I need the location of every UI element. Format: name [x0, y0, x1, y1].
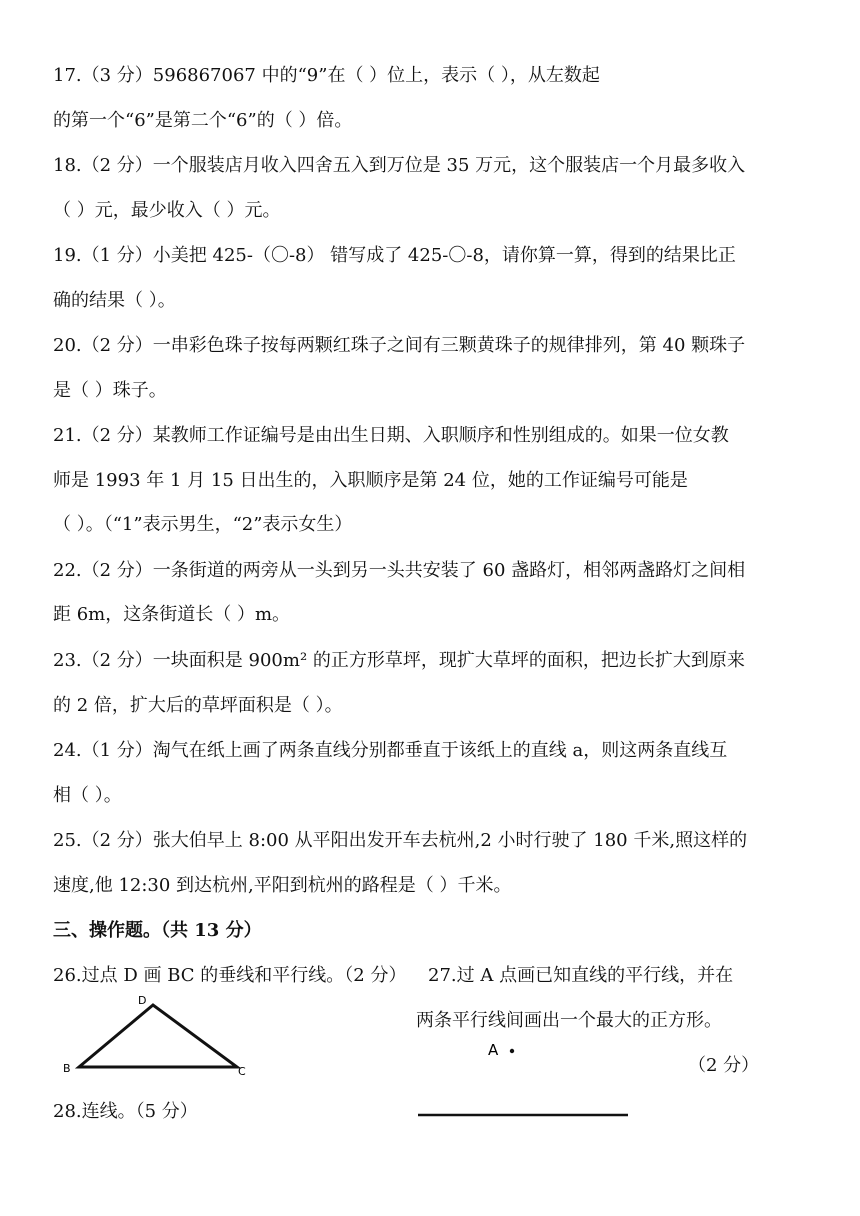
point-a-dot: [510, 1049, 514, 1053]
q20-line1: 20.（2 分）一串彩色珠子按每两颗红珠子之间有三颗黄珠子的规律排列，第 40 颗珠子: [53, 335, 746, 356]
q24-line2: 相（ ）。: [53, 785, 122, 806]
q21-line3: （ ）。（“1”表示男生，“2”表示女生）: [53, 514, 353, 535]
q28-text: 28.连线。（5 分）: [53, 1101, 198, 1122]
q20-line2: 是（ ）珠子。: [53, 380, 167, 401]
point-b-label: B: [63, 1062, 71, 1075]
triangle-figure: [55, 990, 265, 1085]
q27-line1: 27.过 A 点画已知直线的平行线，并在: [428, 965, 734, 986]
q27-score: （2 分）: [688, 1055, 760, 1076]
q21-line1: 21.（2 分）某教师工作证编号是由出生日期、入职顺序和性别组成的。如果一位女教: [53, 425, 729, 446]
q17-line2: 的第一个“6”是第二个“6”的（ ）倍。: [53, 110, 353, 131]
q17-line1: 17.（3 分）596867067 中的“9”在（ ）位上，表示（ ），从左数起: [53, 65, 600, 86]
q22-line1: 22.（2 分）一条街道的两旁从一头到另一头共安装了 60 盏路灯，相邻两盏路灯之间相: [53, 560, 746, 581]
q26-text: 26.过点 D 画 BC 的垂线和平行线。（2 分）: [53, 965, 407, 986]
point-a-label: A: [488, 1041, 499, 1059]
point-d-label: D: [138, 994, 147, 1007]
q24-line1: 24.（1 分）淘气在纸上画了两条直线分别都垂直于该纸上的直线 a，则这两条直线互: [53, 740, 728, 761]
q18-line1: 18.（2 分）一个服装店月收入四舍五入到万位是 35 万元，这个服装店一个月最多收入: [53, 155, 746, 176]
q27-line2: 两条平行线间画出一个最大的正方形。: [416, 1010, 722, 1031]
q19-line2: 确的结果（ ）。: [53, 290, 176, 311]
q18-line2: （ ）元，最少收入（ ）元。: [53, 200, 281, 221]
q25-line2: 速度,他 12:30 到达杭州,平阳到杭州的路程是（ ）千米。: [53, 875, 512, 896]
given-line-figure: [415, 1110, 635, 1120]
point-c-label: C: [238, 1065, 246, 1078]
q25-line1: 25.（2 分）张大伯早上 8:00 从平阳出发开车去杭州,2 小时行驶了 180 千米,照这样的: [53, 830, 748, 851]
q19-line1: 19.（1 分）小美把 425-（〇-8） 错写成了 425-〇-8，请你算一算，得到的结果比正: [53, 245, 736, 266]
q22-line2: 距 6m，这条街道长（ ）m。: [53, 604, 291, 625]
q23-line1: 23.（2 分）一块面积是 900m² 的正方形草坪，现扩大草坪的面积，把边长扩大到原来: [53, 650, 745, 671]
q23-line2: 的 2 倍，扩大后的草坪面积是（ ）。: [53, 695, 343, 716]
triangle-dbc: [79, 1005, 237, 1067]
q21-line2: 师是 1993 年 1 月 15 日出生的，入职顺序是第 24 位，她的工作证编号可能是: [53, 470, 688, 491]
point-a-figure: [480, 1035, 530, 1065]
section-3-heading: 三、操作题。（共 13 分）: [53, 920, 262, 941]
